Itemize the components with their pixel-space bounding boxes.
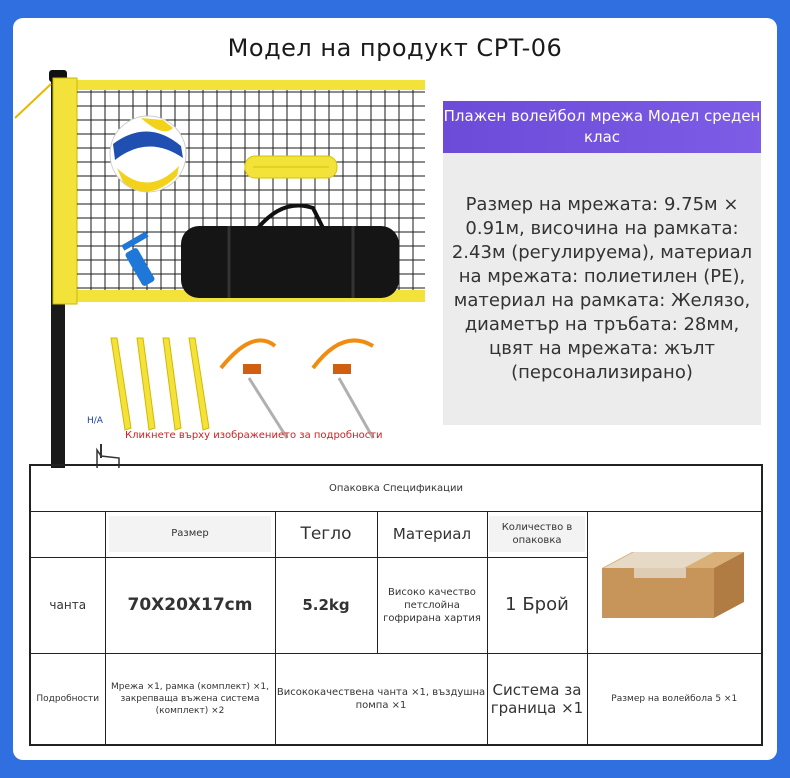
rope-icon xyxy=(245,156,337,178)
row-label: чанта xyxy=(30,557,105,653)
details-c1: Мрежа ×1, рамка (комплект) ×1, закрепваща въжена система (комплект) ×2 xyxy=(105,653,275,745)
product-image[interactable] xyxy=(13,48,433,468)
spec-table xyxy=(29,464,763,746)
info-body xyxy=(443,153,761,425)
click-hint[interactable]: Кликнете върху изображението за подробности xyxy=(125,430,383,441)
bag-icon xyxy=(181,206,399,299)
details-label: Подробности xyxy=(30,653,105,745)
header-qty: Количество в опаковка xyxy=(487,511,587,557)
info-text: Размер на мрежата: 9.75м × 0.91м, височина на рамката: 2.43м (регулируема), материал на мрежата: полиетилен (PE), материал на рамката: Желязо, диаметър на тръбата: 28мм, цвят на мрежата: жълт (персонализирано) xyxy=(451,194,753,383)
header-material: Материал xyxy=(377,511,487,557)
hint-badge: Н/А xyxy=(87,416,103,426)
details-c2: Висококачествена чанта ×1, въздушна помпа ×1 xyxy=(275,653,487,745)
header-empty xyxy=(30,511,105,557)
spec-caption: Опаковка Спецификации xyxy=(30,465,762,511)
box-image-cell xyxy=(587,511,762,653)
cardboard-box-icon xyxy=(594,540,754,620)
header-size: Размер xyxy=(105,511,275,557)
stake-icon xyxy=(111,338,209,430)
pump-icon xyxy=(121,231,155,287)
row-size: 70X20X17cm xyxy=(105,557,275,653)
page-title: Модел на продукт CPT-06 xyxy=(227,34,563,62)
details-c4: Размер на волейбола 5 ×1 xyxy=(587,653,762,745)
rope-anchor-left xyxy=(221,340,287,438)
row-qty: 1 Брой xyxy=(487,557,587,653)
row-material: Високо качество петслойна гофрирана хартия xyxy=(377,557,487,653)
volleyball-icon xyxy=(110,116,186,192)
details-c3: Система за граница ×1 xyxy=(487,653,587,745)
product-card xyxy=(13,18,777,760)
info-heading: Плажен волейбол мрежа Модел среден клас xyxy=(443,101,761,153)
header-weight: Тегло xyxy=(275,511,377,557)
row-weight: 5.2kg xyxy=(275,557,377,653)
rope-anchor-right xyxy=(313,340,373,438)
